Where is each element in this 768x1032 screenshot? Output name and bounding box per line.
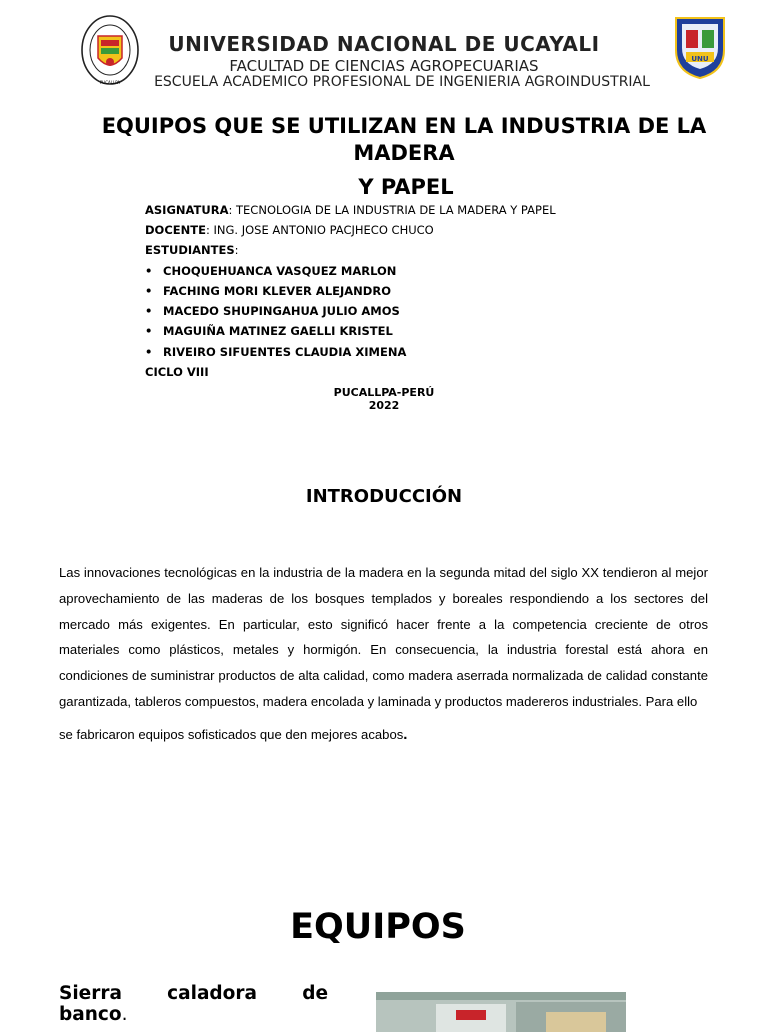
faculty-name: FACULTAD DE CIENCIAS AGROPECUARIAS [229, 57, 539, 75]
student-name: RIVEIRO SIFUENTES CLAUDIA XIMENA [163, 345, 407, 359]
list-item [145, 304, 400, 318]
list-item [145, 345, 406, 359]
equipment-item-period: . [121, 1004, 128, 1025]
svg-text:UNU: UNU [691, 55, 709, 63]
year-label: 2022 [368, 399, 400, 412]
students-label: ESTUDIANTES [145, 243, 235, 257]
place-label: PUCALLPA-PERÚ [333, 386, 435, 399]
bullet-icon: • [145, 345, 153, 359]
cycle-label: CICLO VIII [145, 365, 209, 379]
students-colon: : [234, 243, 239, 257]
intro-last-line [59, 722, 708, 748]
equipment-item-title-line2 [59, 1004, 127, 1025]
bullet-icon: • [145, 324, 153, 338]
students-line [145, 243, 239, 257]
document-title-line2: Y PAPEL [358, 175, 454, 199]
student-name: CHOQUEHUANCA VASQUEZ MARLON [163, 264, 397, 278]
place-year [284, 386, 484, 412]
university-name: UNIVERSIDAD NACIONAL DE UCAYALI [168, 32, 600, 56]
intro-last-period: . [403, 725, 408, 743]
list-item [145, 284, 391, 298]
student-name: FACHING MORI KLEVER ALEJANDRO [163, 284, 391, 298]
student-name: MACEDO SHUPINGAHUA JULIO AMOS [163, 304, 400, 318]
equipos-heading: EQUIPOS [290, 907, 466, 947]
subject-line [145, 203, 556, 217]
intro-body: Las innovaciones tecnológicas en la industria de la madera en la segunda mitad del siglo XX tendieron al mejor aprovechamiento de las maderas de los bosques templados y boreales respondiendo a los sectores del mercado más exigentes. En particular, esto significó hacer frente a la competencia creciente de otros materiales como plásticos, metales y hormigón. En consecuencia, la industria forestal está ahora en condiciones de suministrar productos de alta calidad, como madera aserrada normalizada de calidad constante garantizada, tableros compuestos, madera encolada y laminada y productos madereros industriales. Para ello [59, 565, 708, 709]
subject-label: ASIGNATURA [145, 203, 229, 217]
bullet-icon: • [145, 264, 153, 278]
intro-last-text: se fabricaron equipos sofisticados que den mejores acabos [59, 726, 404, 742]
student-name: MAGUIÑA MATINEZ GAELLI KRISTEL [163, 324, 393, 338]
equipment-item-title: Sierra caladora de [59, 983, 328, 1004]
bullet-icon: • [145, 284, 153, 298]
intro-heading: INTRODUCCIÓN [305, 486, 463, 507]
teacher-label: DOCENTE [145, 223, 206, 237]
subject-value: : TECNOLOGIA DE LA INDUSTRIA DE LA MADERA Y PAPEL [228, 203, 556, 217]
scroll-saw-photo [376, 992, 626, 1032]
document-title: EQUIPOS QUE SE UTILIZAN EN LA INDUSTRIA DE LA MADERA [101, 114, 707, 165]
list-item [145, 324, 393, 338]
list-item [145, 264, 396, 278]
bullet-icon: • [145, 304, 153, 318]
equipment-item-name: banco [59, 1004, 122, 1025]
teacher-line [145, 223, 434, 237]
svg-text:PUCALLPA: PUCALLPA [99, 80, 121, 85]
teacher-value: : ING. JOSE ANTONIO PACJHECO CHUCO [205, 223, 434, 237]
intro-paragraph [59, 560, 708, 748]
school-name: ESCUELA ACADEMICO PROFESIONAL DE INGENIERIA AGROINDUSTRIAL [154, 74, 650, 90]
